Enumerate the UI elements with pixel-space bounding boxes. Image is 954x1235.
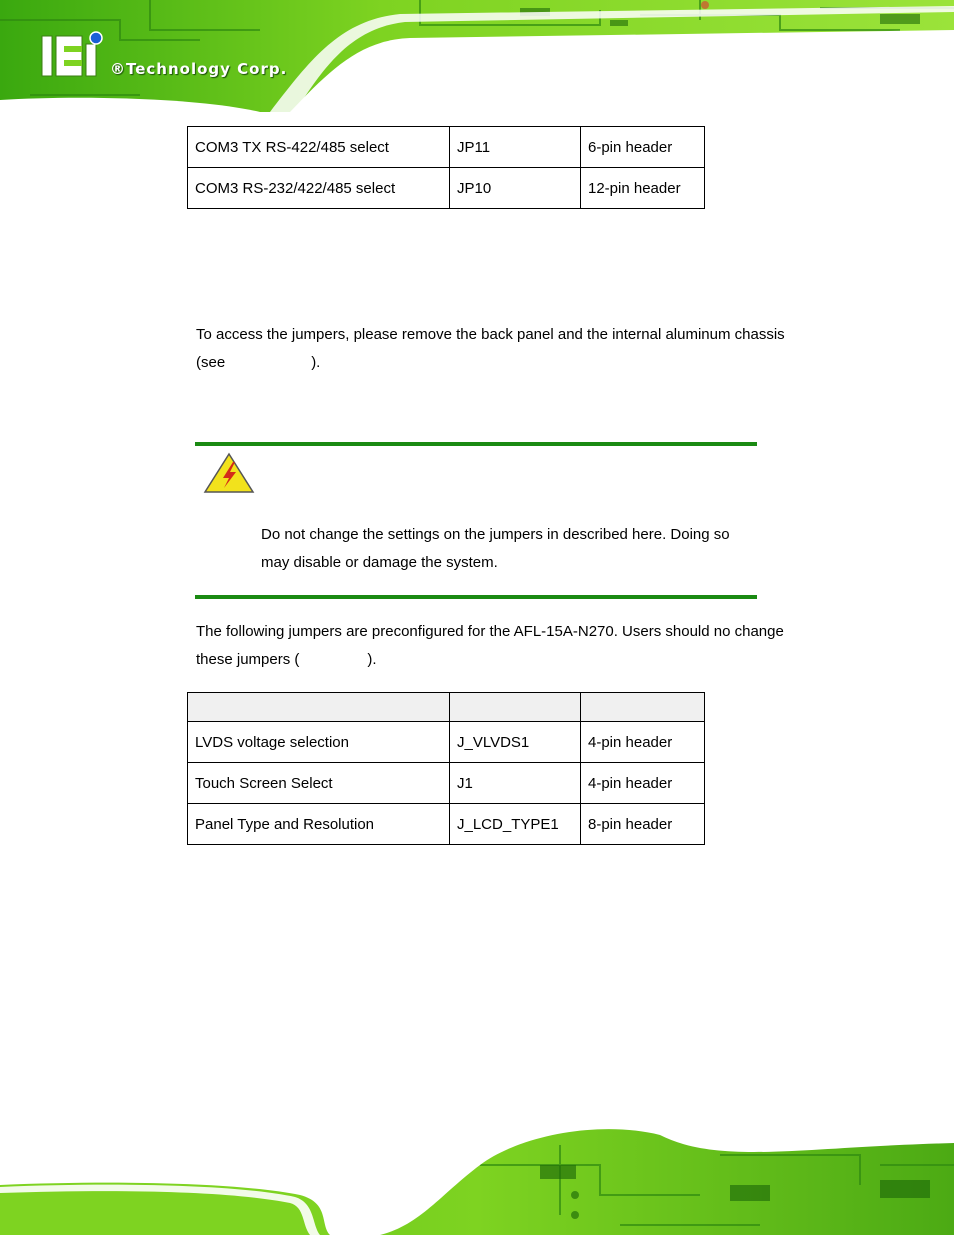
preconfigured-jumper-table (187, 692, 705, 845)
table-cell: 6-pin header (581, 127, 705, 168)
paragraph-line: The following jumpers are preconfigured for the AFL-15A-N270. Users should no change (196, 623, 784, 640)
jumper-table-top (187, 126, 705, 209)
footer-banner (0, 1125, 954, 1235)
table-cell: Panel Type and Resolution (188, 804, 450, 845)
table-cell: 12-pin header (581, 168, 705, 209)
table-row (188, 722, 705, 763)
table-cell: JP11 (450, 127, 581, 168)
warning-triangle-icon (203, 452, 255, 499)
table-cell: 4-pin header (581, 763, 705, 804)
warning-line: may disable or damage the system. (261, 554, 498, 571)
company-name: ®Technology Corp. (110, 60, 288, 78)
paragraph-text: these jumpers ( (196, 651, 300, 668)
table-cell: J1 (450, 763, 581, 804)
paragraph-text: ). (311, 354, 321, 371)
table-cell: LVDS voltage selection (188, 722, 450, 763)
table-header-cell (450, 693, 581, 722)
warning-rule-bottom (195, 595, 757, 599)
table-header-cell (188, 693, 450, 722)
following-paragraph (196, 618, 821, 674)
warning-text (261, 521, 761, 577)
table-cell: J_VLVDS1 (450, 722, 581, 763)
table-cell: 8-pin header (581, 804, 705, 845)
paragraph-line (196, 646, 821, 674)
paragraph-text: ). (367, 651, 377, 668)
paragraph-line (196, 349, 821, 377)
table-cell: J_LCD_TYPE1 (450, 804, 581, 845)
table-row (188, 804, 705, 845)
header-banner (0, 0, 954, 112)
table-cell: 4-pin header (581, 722, 705, 763)
table-header-cell (581, 693, 705, 722)
access-paragraph (196, 321, 821, 377)
table-cell: COM3 RS-232/422/485 select (188, 168, 450, 209)
paragraph-text: (see (196, 354, 226, 371)
paragraph-line: To access the jumpers, please remove the back panel and the internal aluminum chassis (196, 326, 785, 343)
table-header-row (188, 693, 705, 722)
table-row (188, 763, 705, 804)
table-row (188, 168, 705, 209)
company-logo (40, 30, 106, 78)
iei-logo-icon (40, 30, 106, 78)
warning-rule-top (195, 442, 757, 446)
table-cell: COM3 TX RS-422/485 select (188, 127, 450, 168)
table-cell: Touch Screen Select (188, 763, 450, 804)
table-cell: JP10 (450, 168, 581, 209)
warning-line: Do not change the settings on the jumpers in described here. Doing so (261, 526, 730, 543)
circuit-board-image (0, 0, 954, 112)
circuit-board-image (0, 1125, 954, 1235)
table-row (188, 127, 705, 168)
